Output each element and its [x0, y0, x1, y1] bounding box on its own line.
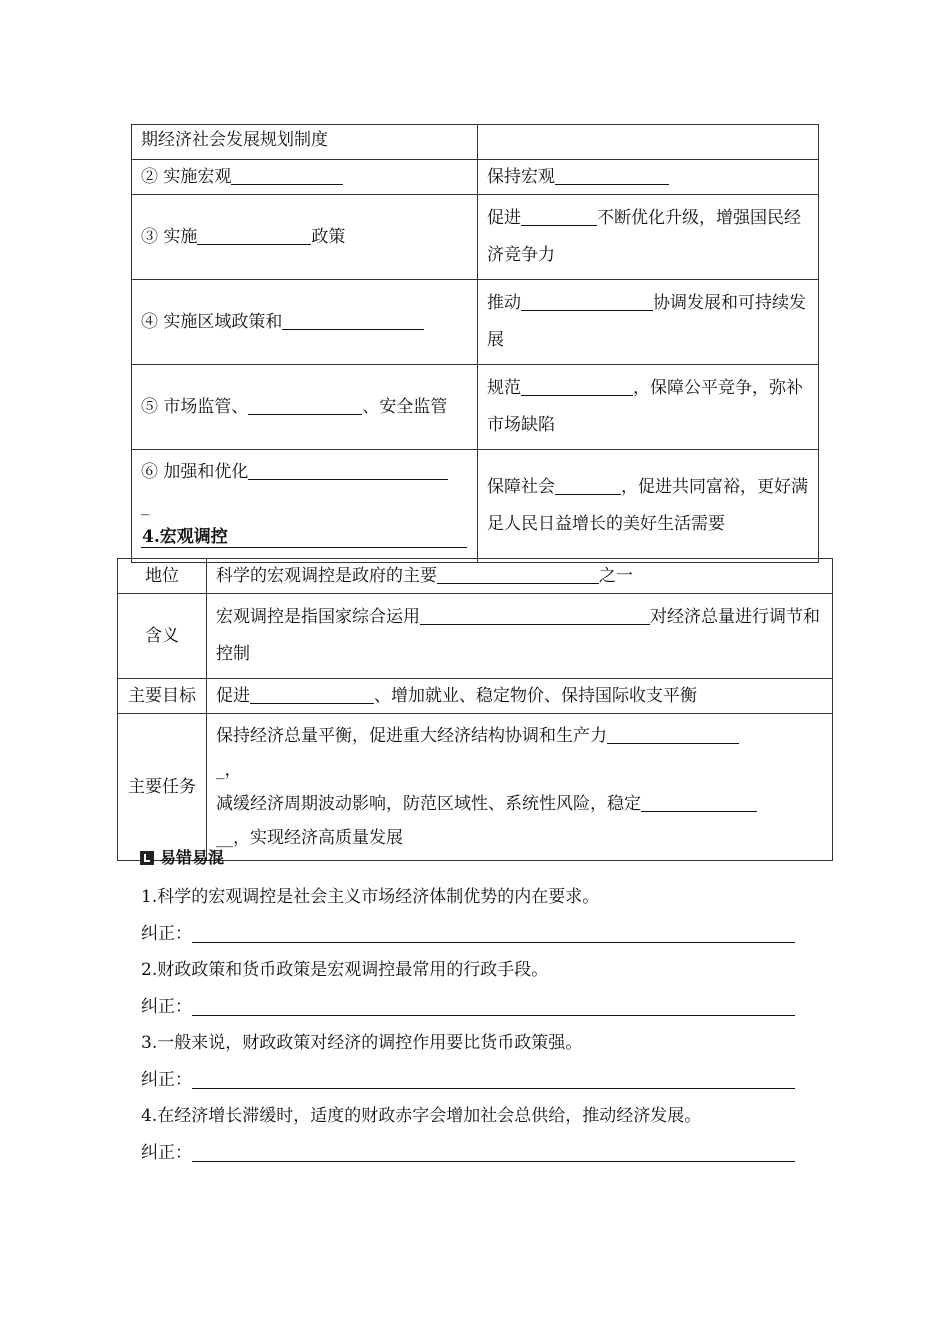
table-row — [118, 559, 833, 594]
cell-text: 促进 — [487, 208, 521, 228]
error-statement: 4.在经济增长滞缓时，适度的财政赤字会增加社会总供给，推动经济发展。 — [141, 1106, 702, 1126]
cell-text: ，保障公平竞争，弥补市场缺陷 — [487, 378, 803, 435]
cell-text: 期经济社会发展规划制度 — [141, 130, 328, 150]
table-row — [118, 594, 833, 679]
correction-input[interactable] — [192, 997, 795, 1016]
cell-text: 规范 — [487, 378, 521, 398]
fill-blank[interactable] — [231, 167, 343, 185]
row-header: 主要任务 — [118, 714, 207, 861]
cell-text: ⑥ 加强和优化 — [141, 462, 249, 482]
fill-blank[interactable] — [250, 686, 374, 704]
table-cell — [207, 594, 833, 679]
table-cell — [207, 679, 833, 714]
table-cell — [132, 280, 478, 365]
cell-text: ③ 实施 — [141, 226, 198, 247]
correction-label: 纠正： — [141, 997, 192, 1017]
table-cell — [478, 195, 819, 280]
correction-line — [141, 995, 795, 1019]
cell-text: 协调发展和可持续发展 — [487, 293, 806, 350]
error-statement: 3.一般来说，财政政策对经济的调控作用要比货币政策强。 — [141, 1033, 583, 1053]
cell-text: __，实现经济高质量发展 — [216, 828, 403, 848]
correction-input[interactable] — [192, 924, 795, 943]
cell-text: ，促进共同富裕，更好满足人民日益增长的美好生活需要 — [487, 477, 808, 534]
cell-text: 政策 — [311, 226, 346, 247]
fill-blank[interactable] — [607, 726, 739, 744]
cell-text: 之一 — [599, 566, 633, 586]
table-cell — [207, 714, 833, 861]
fill-blank[interactable] — [420, 607, 650, 625]
cell-text: 推动 — [487, 293, 521, 313]
table-row — [118, 679, 833, 714]
cell-text: _， — [216, 760, 242, 780]
correction-line — [141, 1141, 795, 1165]
fill-blank[interactable] — [248, 462, 448, 480]
correction-line — [141, 922, 795, 946]
table-row — [132, 280, 819, 365]
table-cell — [478, 450, 819, 563]
table-cell — [132, 160, 478, 195]
cell-text: 不断优化升级，增强国民经济竞争力 — [487, 208, 801, 265]
fill-blank[interactable] — [521, 208, 597, 226]
table-cell — [132, 195, 478, 280]
cell-text: 减缓经济周期波动影响，防范区域性、系统性风险，稳定 — [216, 794, 641, 814]
cell-text: _ — [141, 496, 150, 516]
table-row — [132, 365, 819, 450]
fill-blank[interactable] — [197, 227, 311, 245]
table-cell — [478, 280, 819, 365]
fill-blank[interactable] — [641, 794, 757, 812]
correction-line — [141, 1068, 795, 1092]
section-marker-icon — [140, 851, 154, 865]
errors-section-title — [140, 848, 224, 868]
cell-text: ② 实施宏观 — [141, 167, 232, 187]
row-header: 含义 — [118, 594, 207, 679]
macro-control-table — [117, 558, 833, 861]
policy-table — [131, 124, 819, 563]
fill-blank[interactable] — [555, 167, 669, 185]
error-statement: 1.科学的宏观调控是社会主义市场经济体制优势的内在要求。 — [141, 887, 600, 907]
correction-label: 纠正： — [141, 1070, 192, 1090]
cell-text: 保持经济总量平衡，促进重大经济结构协调和生产力 — [216, 726, 607, 746]
table-row — [132, 450, 819, 563]
cell-text: 保持宏观 — [487, 167, 555, 187]
correction-input[interactable] — [192, 1070, 795, 1089]
correction-label: 纠正： — [141, 1143, 192, 1163]
error-statement: 2.财政政策和货币政策是宏观调控最常用的行政手段。 — [141, 960, 549, 980]
table-cell — [207, 559, 833, 594]
row-header: 地位 — [118, 559, 207, 594]
section-title: 4.宏观调控 — [142, 527, 228, 547]
correction-label: 纠正： — [141, 924, 192, 944]
fill-blank[interactable] — [521, 293, 653, 311]
table-cell — [478, 365, 819, 450]
cell-text: 促进 — [216, 686, 250, 706]
fill-blank[interactable] — [521, 378, 633, 396]
row-header: 主要目标 — [118, 679, 207, 714]
table-row — [132, 160, 819, 195]
table-row — [132, 125, 819, 160]
table-row — [118, 714, 833, 861]
table-cell — [478, 160, 819, 195]
table-cell — [132, 125, 478, 160]
table-cell — [132, 365, 478, 450]
correction-input[interactable] — [192, 1143, 795, 1162]
fill-blank[interactable] — [437, 566, 599, 584]
cell-text: ④ 实施区域政策和 — [141, 311, 283, 332]
errors-title-text: 易错易混 — [160, 848, 225, 867]
fill-blank[interactable] — [555, 477, 621, 495]
cell-text: 对经济总量进行调节和控制 — [216, 607, 820, 664]
table-cell — [478, 125, 819, 160]
cell-text: 宏观调控是指国家综合运用 — [216, 607, 420, 627]
cell-text: 、安全监管 — [362, 396, 448, 417]
table-row — [132, 195, 819, 280]
cell-text: 保障社会 — [487, 477, 555, 497]
fill-blank[interactable] — [248, 397, 362, 415]
cell-text: ⑤ 市场监管、 — [141, 396, 249, 417]
cell-text: 科学的宏观调控是政府的主要 — [216, 566, 437, 586]
fill-blank[interactable] — [282, 312, 424, 330]
cell-text: 、增加就业、稳定物价、保持国际收支平衡 — [374, 686, 697, 706]
